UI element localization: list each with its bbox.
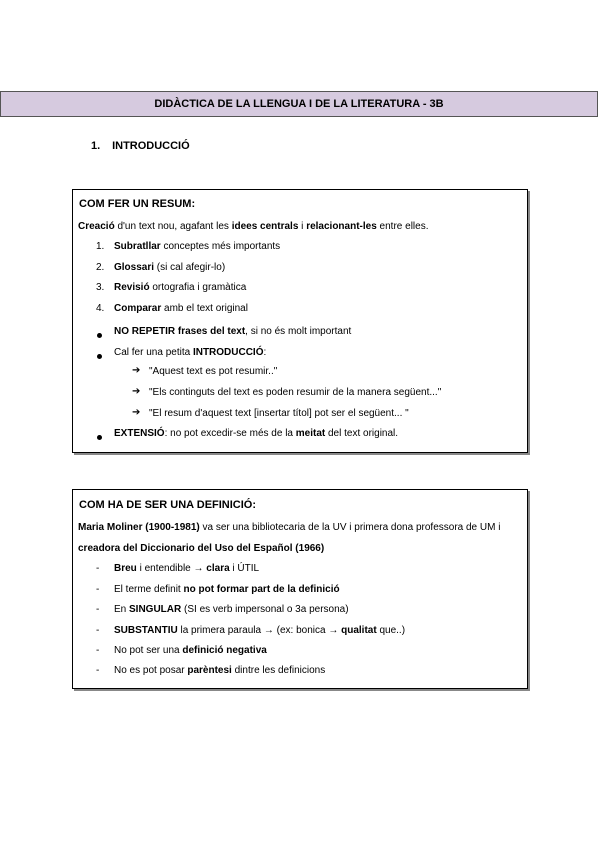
step-item: Subratllar conceptes més importants — [114, 241, 281, 252]
bullet-item: NO REPETIR frases del text, si no és molt important — [114, 326, 352, 337]
section-number: 1. — [91, 140, 101, 152]
definicio-box — [72, 489, 528, 689]
arrow-item: "El resum d'aquest text [insertar títol] pot ser el següent... " — [149, 408, 409, 419]
bullet-item: EXTENSIÓ: no pot excedir-se més de la meitat del text original. — [114, 428, 399, 439]
definicio-intro: Maria Moliner (1900-1981) va ser una bibliotecaria de la UV i primera dona professora de UM i — [78, 522, 501, 533]
resum-title: COM FER UN RESUM: — [79, 198, 196, 210]
definicio-item: En SINGULAR (SI es verb impersonal o 3a persona) — [114, 604, 349, 615]
step-item: Comparar amb el text original — [114, 303, 248, 314]
dash-marker: - — [96, 563, 100, 574]
arrow-item: "Els continguts del text es poden resumir de la manera següent..." — [149, 387, 442, 398]
definicio-item: No es pot posar parèntesi dintre les definicions — [114, 665, 326, 676]
step-number: 4. — [96, 303, 105, 314]
dash-marker: - — [96, 645, 100, 656]
step-item: Glossari (si cal afegir-lo) — [114, 262, 226, 273]
arrow-icon: ➔ — [132, 386, 141, 397]
step-number: 1. — [96, 241, 105, 252]
bullet-icon — [97, 330, 102, 341]
arrow-icon: ➔ — [132, 407, 141, 418]
arrow-icon: ➔ — [132, 365, 141, 376]
dash-marker: - — [96, 584, 100, 595]
section-heading — [91, 140, 190, 152]
definicio-item: SUBSTANTIU la primera paraula → (ex: bonica → qualitat que..) — [114, 625, 406, 636]
resum-box — [72, 189, 528, 453]
dash-marker: - — [96, 625, 100, 636]
dash-marker: - — [96, 604, 100, 615]
definicio-intro: creadora del Diccionario del Uso del Español (1966) — [78, 543, 325, 554]
definicio-title: COM HA DE SER UNA DEFINICIÓ: — [79, 499, 257, 511]
resum-intro: Creació d'un text nou, agafant les idees centrals i relacionant-les entre elles. — [78, 221, 429, 232]
definicio-item: El terme definit no pot formar part de la definició — [114, 584, 340, 595]
section-title: INTRODUCCIÓ — [112, 140, 190, 152]
document-title: DIDÀCTICA DE LA LLENGUA I DE LA LITERATURA - 3B — [0, 91, 598, 117]
definicio-item: Breu i entendible → clara i ÚTIL — [114, 563, 260, 574]
step-item: Revisió ortografia i gramàtica — [114, 282, 247, 293]
bullet-icon — [97, 432, 102, 443]
bullet-icon — [97, 351, 102, 362]
definicio-item: No pot ser una definició negativa — [114, 645, 267, 656]
step-number: 2. — [96, 262, 105, 273]
arrow-item: "Aquest text es pot resumir.." — [149, 366, 278, 377]
step-number: 3. — [96, 282, 105, 293]
bullet-item: Cal fer una petita INTRODUCCIÓ: — [114, 347, 267, 358]
dash-marker: - — [96, 665, 100, 676]
